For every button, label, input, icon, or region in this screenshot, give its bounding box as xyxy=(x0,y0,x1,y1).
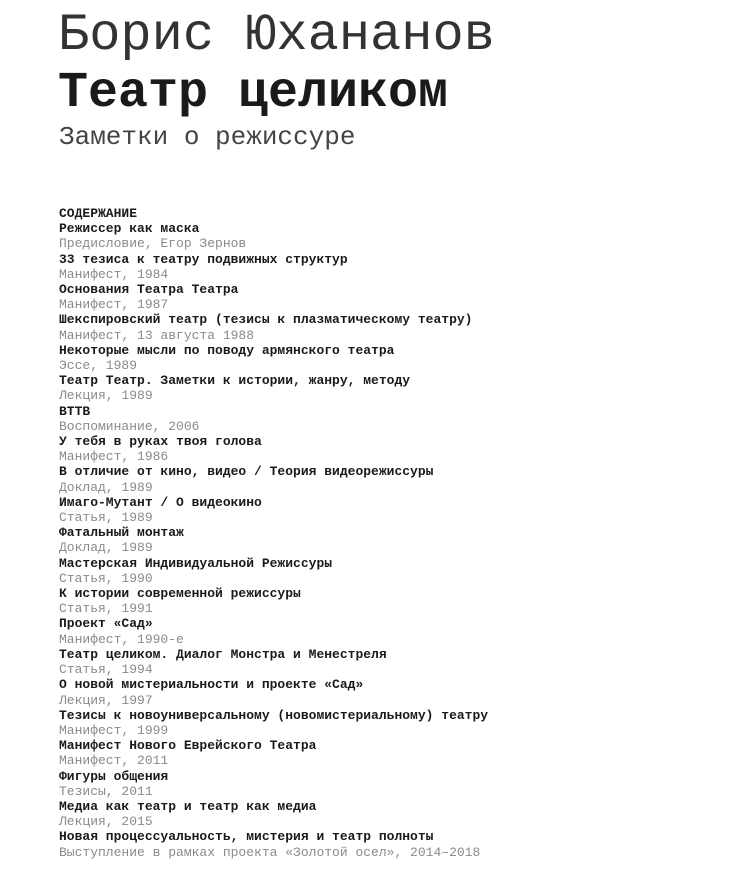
toc-item xyxy=(59,586,719,616)
toc-item-title: Фигуры общения xyxy=(59,768,169,784)
toc-item-meta: Статья, 1990 xyxy=(59,570,153,586)
toc-item xyxy=(59,343,719,373)
toc-item-title: О новой мистериальности и проекте «Сад» xyxy=(59,677,364,693)
toc-item-title: Медиа как театр и театр как медиа xyxy=(59,798,317,814)
toc-item-title: У тебя в руках твоя голова xyxy=(59,434,262,450)
toc-item-meta: Манифест, 1986 xyxy=(59,449,169,465)
toc-item-meta: Воспоминание, 2006 xyxy=(59,418,200,434)
toc-item-meta: Доклад, 1989 xyxy=(59,479,153,495)
toc-item-title: Театр целиком. Диалог Монстра и Менестреля xyxy=(59,646,387,662)
toc-item-meta: Манифест, 2011 xyxy=(59,753,169,769)
toc-item-title: Новая процессуальность, мистерия и театр полноты xyxy=(59,829,434,845)
toc-item xyxy=(59,525,719,555)
toc-item-title: Имаго-Мутант / О видеокино xyxy=(59,494,262,510)
toc-item-meta: Статья, 1989 xyxy=(59,510,153,526)
toc-item xyxy=(59,738,719,768)
toc-item xyxy=(59,829,719,859)
author-name: Борис Юхананов xyxy=(58,6,495,65)
toc-item-meta: Доклад, 1989 xyxy=(59,540,153,556)
toc-item-title: Мастерская Индивидуальной Режиссуры xyxy=(59,555,333,571)
toc-item-meta: Лекция, 2015 xyxy=(59,814,153,830)
toc-item-title: 33 тезиса к театру подвижных структур xyxy=(59,251,348,267)
toc-item xyxy=(59,252,719,282)
toc-item xyxy=(59,221,719,251)
toc-item xyxy=(59,464,719,494)
toc-item-title: Некоторые мысли по поводу армянского театра xyxy=(59,342,395,358)
toc-item-meta: Лекция, 1989 xyxy=(59,388,153,404)
toc-item-title: Фатальный монтаж xyxy=(59,525,184,541)
toc-item xyxy=(59,799,719,829)
toc-item-title: К истории современной режиссуры xyxy=(59,586,301,602)
toc-item-meta: Статья, 1994 xyxy=(59,662,153,678)
toc-item-meta: Манифест, 1990-е xyxy=(59,631,184,647)
toc-item xyxy=(59,434,719,464)
toc-item xyxy=(59,708,719,738)
toc-item-title: Театр Театр. Заметки к истории, жанру, методу xyxy=(59,373,411,389)
toc-item xyxy=(59,312,719,342)
toc-item-meta: Выступление в рамках проекта «Золотой осел», 2014–2018 xyxy=(59,844,481,860)
toc-item-meta: Манифест, 13 августа 1988 xyxy=(59,327,255,343)
toc-item-title: Манифест Нового Еврейского Театра xyxy=(59,738,317,754)
toc-item xyxy=(59,647,719,677)
toc-item xyxy=(59,495,719,525)
toc-item-meta: Манифест, 1999 xyxy=(59,722,169,738)
toc-item xyxy=(59,769,719,799)
toc-item-meta: Манифест, 1984 xyxy=(59,266,169,282)
table-of-contents xyxy=(59,206,719,860)
toc-item-title: В отличие от кино, видео / Теория видеорежиссуры xyxy=(59,464,434,480)
toc-item-title: Шекспировский театр (тезисы к плазматическому театру) xyxy=(59,312,473,328)
toc-item-title: Проект «Сад» xyxy=(59,616,153,632)
toc-item-meta: Лекция, 1997 xyxy=(59,692,153,708)
toc-item-meta: Манифест, 1987 xyxy=(59,297,169,313)
toc-item-title: ВТТВ xyxy=(59,403,91,419)
book-subtitle: Заметки о режиссуре xyxy=(59,122,356,152)
book-title: Театр целиком xyxy=(58,65,449,122)
toc-item-title: Тезисы к новоуниверсальному (новомистериальному) театру xyxy=(59,707,489,723)
toc-item xyxy=(59,373,719,403)
toc-item xyxy=(59,556,719,586)
toc-list xyxy=(59,221,719,860)
toc-item-title: Режиссер как маска xyxy=(59,221,200,237)
toc-item-meta: Тезисы, 2011 xyxy=(59,783,153,799)
toc-item xyxy=(59,282,719,312)
toc-item-meta: Предисловие, Егор Зернов xyxy=(59,236,247,252)
toc-item-meta: Эссе, 1989 xyxy=(59,358,138,374)
toc-item xyxy=(59,677,719,707)
toc-heading: СОДЕРЖАНИЕ xyxy=(59,206,138,221)
toc-item xyxy=(59,404,719,434)
toc-item xyxy=(59,616,719,646)
toc-item-title: Основания Театра Театра xyxy=(59,282,239,298)
toc-item-meta: Статья, 1991 xyxy=(59,601,153,617)
